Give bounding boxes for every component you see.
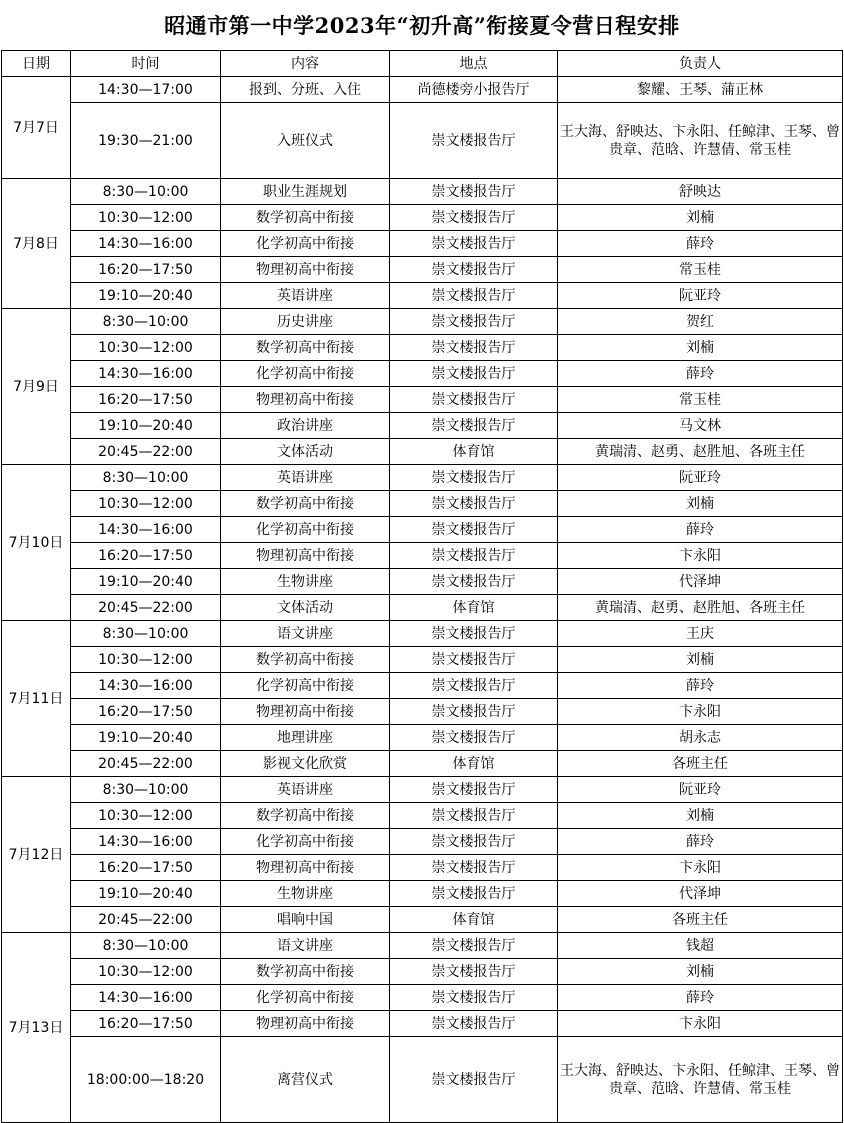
place-cell: 崇文楼报告厅 — [390, 699, 558, 725]
table-row — [2, 439, 843, 465]
place-cell: 崇文楼报告厅 — [390, 103, 558, 179]
date-cell: 7月9日 — [2, 309, 71, 465]
content-cell: 化学初高中衔接 — [221, 673, 390, 699]
person-cell: 薛玲 — [558, 517, 843, 543]
time-cell: 14:30—16:00 — [71, 829, 221, 855]
person-cell: 各班主任 — [558, 907, 843, 933]
time-cell: 16:20—17:50 — [71, 699, 221, 725]
place-cell: 崇文楼报告厅 — [390, 647, 558, 673]
table-row — [2, 855, 843, 881]
schedule-table — [1, 50, 843, 1123]
content-cell: 英语讲座 — [221, 465, 390, 491]
table-row — [2, 621, 843, 647]
time-cell: 19:10—20:40 — [71, 881, 221, 907]
place-cell: 体育馆 — [390, 439, 558, 465]
header-row — [2, 51, 843, 77]
person-cell: 马文林 — [558, 413, 843, 439]
place-cell: 崇文楼报告厅 — [390, 387, 558, 413]
header-content: 内容 — [221, 51, 390, 77]
date-cell: 7月13日 — [2, 933, 71, 1123]
place-cell: 体育馆 — [390, 751, 558, 777]
time-cell: 8:30—10:00 — [71, 309, 221, 335]
table-row — [2, 543, 843, 569]
time-cell: 16:20—17:50 — [71, 543, 221, 569]
content-cell: 化学初高中衔接 — [221, 985, 390, 1011]
table-row — [2, 517, 843, 543]
time-cell: 8:30—10:00 — [71, 621, 221, 647]
table-row — [2, 569, 843, 595]
place-cell: 崇文楼报告厅 — [390, 543, 558, 569]
place-cell: 崇文楼报告厅 — [390, 335, 558, 361]
place-cell: 体育馆 — [390, 907, 558, 933]
person-cell: 薛玲 — [558, 361, 843, 387]
content-cell: 化学初高中衔接 — [221, 829, 390, 855]
table-row — [2, 985, 843, 1011]
place-cell: 崇文楼报告厅 — [390, 361, 558, 387]
time-cell: 10:30—12:00 — [71, 205, 221, 231]
place-cell: 崇文楼报告厅 — [390, 829, 558, 855]
time-cell: 8:30—10:00 — [71, 465, 221, 491]
person-cell: 刘楠 — [558, 803, 843, 829]
person-cell: 刘楠 — [558, 647, 843, 673]
person-cell: 刘楠 — [558, 335, 843, 361]
table-row — [2, 283, 843, 309]
table-row — [2, 309, 843, 335]
person-cell: 刘楠 — [558, 959, 843, 985]
content-cell: 文体活动 — [221, 439, 390, 465]
content-cell: 物理初高中衔接 — [221, 387, 390, 413]
content-cell: 入班仪式 — [221, 103, 390, 179]
table-row — [2, 933, 843, 959]
person-cell: 刘楠 — [558, 205, 843, 231]
content-cell: 物理初高中衔接 — [221, 257, 390, 283]
page-title: 昭通市第一中学2023年“初升高”衔接夏令营日程安排 — [164, 13, 680, 38]
time-cell: 14:30—16:00 — [71, 231, 221, 257]
header-person: 负责人 — [558, 51, 843, 77]
table-row — [2, 77, 843, 103]
place-cell: 崇文楼报告厅 — [390, 1011, 558, 1037]
time-cell: 19:10—20:40 — [71, 283, 221, 309]
person-cell: 薛玲 — [558, 673, 843, 699]
person-cell: 阮亚玲 — [558, 465, 843, 491]
content-cell: 文体活动 — [221, 595, 390, 621]
table-row — [2, 647, 843, 673]
place-cell: 崇文楼报告厅 — [390, 491, 558, 517]
time-cell: 20:45—22:00 — [71, 439, 221, 465]
time-cell: 16:20—17:50 — [71, 387, 221, 413]
place-cell: 崇文楼报告厅 — [390, 231, 558, 257]
content-cell: 职业生涯规划 — [221, 179, 390, 205]
person-cell: 刘楠 — [558, 491, 843, 517]
person-cell: 薛玲 — [558, 231, 843, 257]
place-cell: 崇文楼报告厅 — [390, 465, 558, 491]
place-cell: 崇文楼报告厅 — [390, 205, 558, 231]
person-cell: 常玉桂 — [558, 387, 843, 413]
person-cell: 阮亚玲 — [558, 283, 843, 309]
table-row — [2, 465, 843, 491]
place-cell: 崇文楼报告厅 — [390, 257, 558, 283]
date-cell: 7月12日 — [2, 777, 71, 933]
content-cell: 数学初高中衔接 — [221, 491, 390, 517]
content-cell: 政治讲座 — [221, 413, 390, 439]
place-cell: 崇文楼报告厅 — [390, 803, 558, 829]
time-cell: 14:30—16:00 — [71, 361, 221, 387]
content-cell: 化学初高中衔接 — [221, 517, 390, 543]
place-cell: 崇文楼报告厅 — [390, 413, 558, 439]
time-cell: 19:10—20:40 — [71, 413, 221, 439]
date-cell: 7月10日 — [2, 465, 71, 621]
person-cell: 代泽坤 — [558, 881, 843, 907]
person-cell: 常玉桂 — [558, 257, 843, 283]
content-cell: 唱响中国 — [221, 907, 390, 933]
place-cell: 崇文楼报告厅 — [390, 673, 558, 699]
place-cell: 崇文楼报告厅 — [390, 855, 558, 881]
table-row — [2, 1011, 843, 1037]
person-cell: 黎耀、王琴、蒲正林 — [558, 77, 843, 103]
content-cell: 影视文化欣赏 — [221, 751, 390, 777]
person-cell: 贺红 — [558, 309, 843, 335]
header-date: 日期 — [2, 51, 71, 77]
time-cell: 10:30—12:00 — [71, 959, 221, 985]
time-cell: 10:30—12:00 — [71, 647, 221, 673]
time-cell: 14:30—16:00 — [71, 517, 221, 543]
time-cell: 10:30—12:00 — [71, 491, 221, 517]
content-cell: 化学初高中衔接 — [221, 231, 390, 257]
table-row — [2, 725, 843, 751]
time-cell: 14:30—16:00 — [71, 673, 221, 699]
place-cell: 体育馆 — [390, 595, 558, 621]
place-cell: 崇文楼报告厅 — [390, 1037, 558, 1123]
header-time: 时间 — [71, 51, 221, 77]
place-cell: 崇文楼报告厅 — [390, 621, 558, 647]
place-cell: 崇文楼报告厅 — [390, 959, 558, 985]
time-cell: 20:45—22:00 — [71, 751, 221, 777]
content-cell: 数学初高中衔接 — [221, 959, 390, 985]
person-cell: 王庆 — [558, 621, 843, 647]
content-cell: 报到、分班、入住 — [221, 77, 390, 103]
date-cell: 7月7日 — [2, 77, 71, 179]
time-cell: 10:30—12:00 — [71, 803, 221, 829]
content-cell: 生物讲座 — [221, 569, 390, 595]
header-place: 地点 — [390, 51, 558, 77]
person-cell: 钱超 — [558, 933, 843, 959]
table-row — [2, 103, 843, 179]
person-cell: 薛玲 — [558, 985, 843, 1011]
content-cell: 物理初高中衔接 — [221, 1011, 390, 1037]
content-cell: 化学初高中衔接 — [221, 361, 390, 387]
table-row — [2, 829, 843, 855]
person-cell: 王大海、舒映达、卞永阳、任鲸津、王琴、曾贵章、范晗、许慧倩、常玉桂 — [558, 1037, 843, 1123]
content-cell: 英语讲座 — [221, 777, 390, 803]
person-cell: 卞永阳 — [558, 699, 843, 725]
table-row — [2, 491, 843, 517]
person-cell: 代泽坤 — [558, 569, 843, 595]
place-cell: 崇文楼报告厅 — [390, 777, 558, 803]
table-row — [2, 387, 843, 413]
table-row — [2, 231, 843, 257]
time-cell: 14:30—17:00 — [71, 77, 221, 103]
table-row — [2, 751, 843, 777]
content-cell: 英语讲座 — [221, 283, 390, 309]
time-cell: 19:10—20:40 — [71, 725, 221, 751]
time-cell: 16:20—17:50 — [71, 855, 221, 881]
place-cell: 崇文楼报告厅 — [390, 985, 558, 1011]
person-cell: 胡永志 — [558, 725, 843, 751]
place-cell: 崇文楼报告厅 — [390, 517, 558, 543]
time-cell: 20:45—22:00 — [71, 595, 221, 621]
person-cell: 各班主任 — [558, 751, 843, 777]
place-cell: 尚德楼旁小报告厅 — [390, 77, 558, 103]
time-cell: 20:45—22:00 — [71, 907, 221, 933]
table-row — [2, 257, 843, 283]
table-row — [2, 777, 843, 803]
table-row — [2, 959, 843, 985]
time-cell: 19:10—20:40 — [71, 569, 221, 595]
table-row — [2, 803, 843, 829]
person-cell: 舒映达 — [558, 179, 843, 205]
content-cell: 物理初高中衔接 — [221, 699, 390, 725]
table-row — [2, 673, 843, 699]
date-cell: 7月11日 — [2, 621, 71, 777]
time-cell: 10:30—12:00 — [71, 335, 221, 361]
time-cell: 14:30—16:00 — [71, 985, 221, 1011]
content-cell: 生物讲座 — [221, 881, 390, 907]
time-cell: 8:30—10:00 — [71, 777, 221, 803]
content-cell: 语文讲座 — [221, 933, 390, 959]
person-cell: 卞永阳 — [558, 1011, 843, 1037]
time-cell: 18:00:00—18:20 — [71, 1037, 221, 1123]
place-cell: 崇文楼报告厅 — [390, 933, 558, 959]
table-row — [2, 361, 843, 387]
place-cell: 崇文楼报告厅 — [390, 725, 558, 751]
time-cell: 16:20—17:50 — [71, 1011, 221, 1037]
place-cell: 崇文楼报告厅 — [390, 179, 558, 205]
time-cell: 8:30—10:00 — [71, 933, 221, 959]
table-row — [2, 413, 843, 439]
content-cell: 语文讲座 — [221, 621, 390, 647]
place-cell: 崇文楼报告厅 — [390, 309, 558, 335]
table-row — [2, 595, 843, 621]
person-cell: 黄瑞清、赵勇、赵胜旭、各班主任 — [558, 439, 843, 465]
time-cell: 16:20—17:50 — [71, 257, 221, 283]
content-cell: 离营仪式 — [221, 1037, 390, 1123]
table-row — [2, 179, 843, 205]
table-row — [2, 1037, 843, 1123]
table-row — [2, 881, 843, 907]
content-cell: 物理初高中衔接 — [221, 855, 390, 881]
content-cell: 数学初高中衔接 — [221, 803, 390, 829]
person-cell: 阮亚玲 — [558, 777, 843, 803]
content-cell: 数学初高中衔接 — [221, 335, 390, 361]
place-cell: 崇文楼报告厅 — [390, 881, 558, 907]
content-cell: 数学初高中衔接 — [221, 647, 390, 673]
person-cell: 卞永阳 — [558, 855, 843, 881]
content-cell: 数学初高中衔接 — [221, 205, 390, 231]
table-row — [2, 699, 843, 725]
content-cell: 物理初高中衔接 — [221, 543, 390, 569]
date-cell: 7月8日 — [2, 179, 71, 309]
person-cell: 薛玲 — [558, 829, 843, 855]
schedule-body — [2, 77, 843, 1123]
place-cell: 崇文楼报告厅 — [390, 283, 558, 309]
person-cell: 王大海、舒映达、卞永阳、任鲸津、王琴、曾贵章、范晗、许慧倩、常玉桂 — [558, 103, 843, 179]
time-cell: 8:30—10:00 — [71, 179, 221, 205]
person-cell: 卞永阳 — [558, 543, 843, 569]
place-cell: 崇文楼报告厅 — [390, 569, 558, 595]
table-row — [2, 335, 843, 361]
table-row — [2, 205, 843, 231]
content-cell: 历史讲座 — [221, 309, 390, 335]
content-cell: 地理讲座 — [221, 725, 390, 751]
table-row — [2, 907, 843, 933]
person-cell: 黄瑞清、赵勇、赵胜旭、各班主任 — [558, 595, 843, 621]
time-cell: 19:30—21:00 — [71, 103, 221, 179]
